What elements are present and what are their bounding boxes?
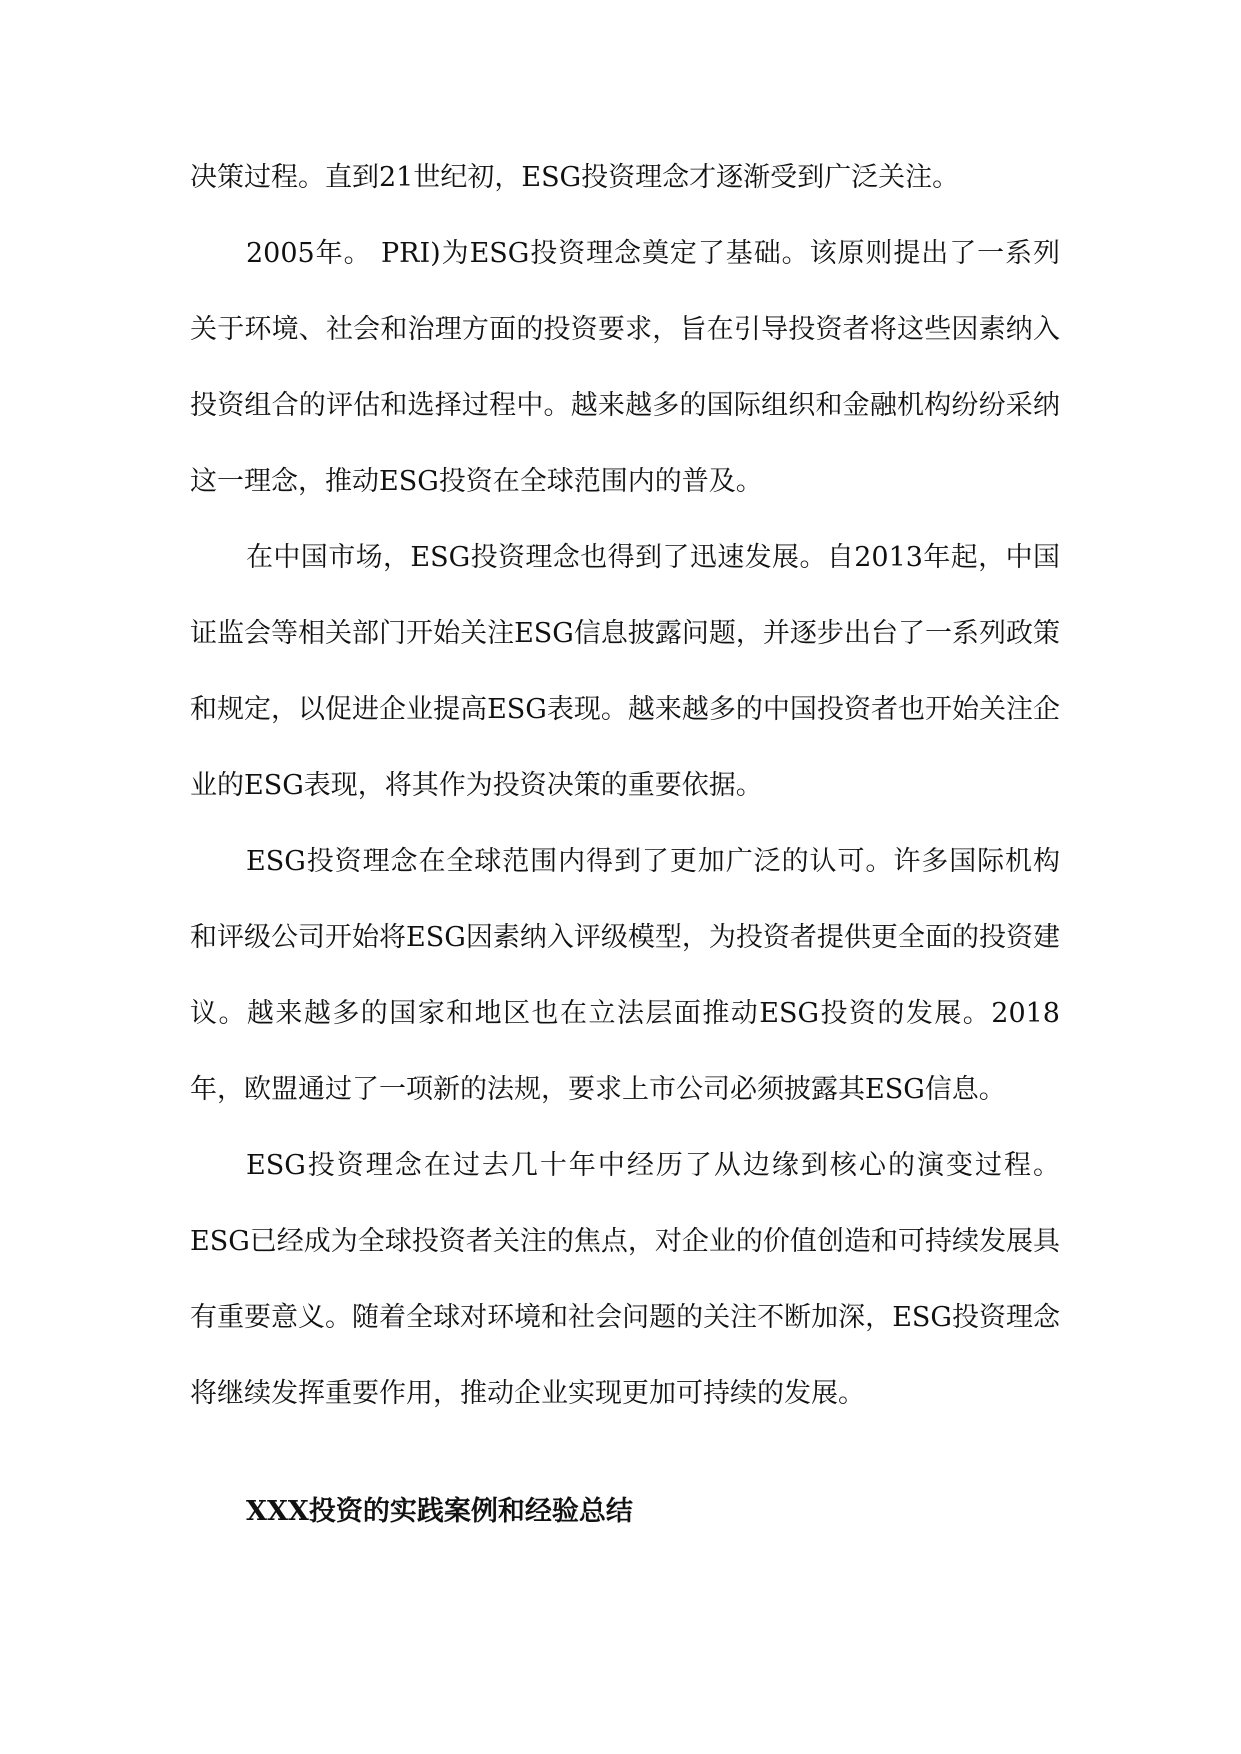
section-heading: XXX投资的实践案例和经验总结 <box>246 1496 633 1527</box>
document-body <box>190 140 1060 1550</box>
paragraph-evolution-summary: ESG投资理念在过去几十年中经历了从边缘到核心的演变过程。ESG已经成为全球投资者关注的焦点，对企业的价值创造和可持续发展具有重要意义。随着全球对环境和社会问题的关注不断加深，ESG投资理念将继续发挥重要作用，推动企业实现更加可持续的发展。 <box>190 1150 1060 1409</box>
paragraph-continuation: 决策过程。直到21世纪初，ESG投资理念才逐渐受到广泛关注。 <box>190 162 960 193</box>
paragraph-global-recognition: ESG投资理念在全球范围内得到了更加广泛的认可。许多国际机构和评级公司开始将ESG因素纳入评级模型，为投资者提供更全面的投资建议。越来越多的国家和地区也在立法层面推动ESG投资的发展。2018年，欧盟通过了一项新的法规，要求上市公司必须披露其ESG信息。 <box>190 846 1060 1105</box>
paragraph-pri-2005: 2005年。 PRI)为ESG投资理念奠定了基础。该原则提出了一系列关于环境、社会和治理方面的投资要求，旨在引导投资者将这些因素纳入投资组合的评估和选择过程中。越来越多的国际组织和金融机构纷纷采纳这一理念，推动ESG投资在全球范围内的普及。 <box>190 238 1060 497</box>
paragraph-china-market: 在中国市场，ESG投资理念也得到了迅速发展。自2013年起，中国证监会等相关部门开始关注ESG信息披露问题，并逐步出台了一系列政策和规定，以促进企业提高ESG表现。越来越多的中国投资者也开始关注企业的ESG表现，将其作为投资决策的重要依据。 <box>190 542 1060 801</box>
